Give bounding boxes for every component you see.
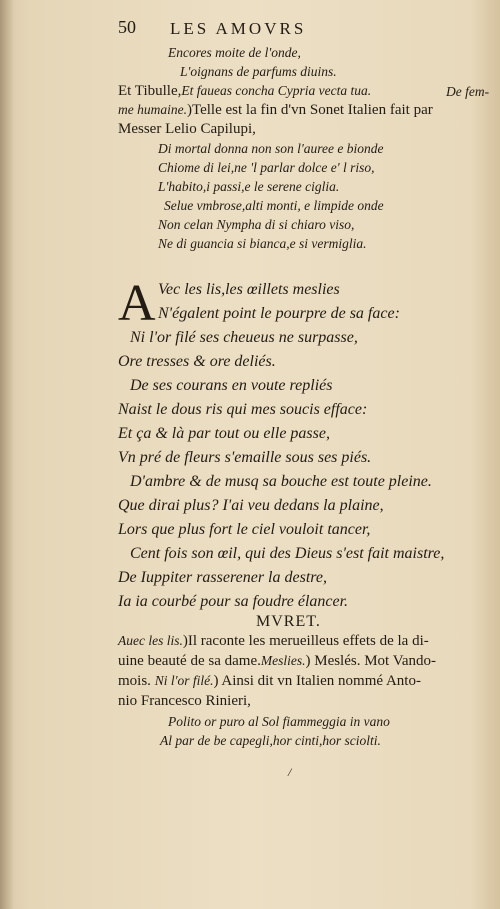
lemma-text: me humaine. [118,102,187,117]
commentary-verse-line: L'oignans de parfums diuins. [180,64,337,79]
sonnet-line: De Iuppiter rasserener la destre, [118,569,327,586]
sonnet-line: De ses courans en voute repliés [130,377,333,394]
italian-verse-line: Di mortal donna non son l'auree e bionde [158,141,384,156]
sonnet-line: Et ça & là par tout ou elle passe, [118,425,330,442]
sonnet-line: Vn pré de fleurs s'emaille sous ses piés. [118,449,372,466]
commentary-verse-line: Al par de be capegli,hor cinti,hor sciolti. [160,733,381,748]
running-title: LES AMOVRS [170,19,307,38]
lemma-text: Meslies. [260,653,306,668]
commentary-line: nio Francesco Rinieri, [118,693,251,709]
italian-verse-line: Non celan Nympha di si chiaro viso, [158,217,355,232]
prose-roman-text: Et Tibulle, [118,83,182,99]
drop-cap: A [118,275,156,332]
commentary-verse-line: Encores moite de l'onde, [168,45,301,60]
latin-quote: Et faueas concha Cypria vecta tua. [181,83,372,98]
commentary-prose-line: Messer Lelio Capilupi, [118,121,256,137]
page-spine-shadow [0,0,14,909]
prose-roman-text: )Il raconte les merueilleus effets de la di- [182,633,429,649]
italian-verse-line: L'habito,i passi,e le serene ciglia. [158,179,340,194]
prose-roman-text: ) Ainsi dit vn Italien nommé Anto- [213,673,421,689]
prose-roman-text: ) Meslés. Mot Vando- [305,653,437,669]
lemma-text: Auec les lis. [118,633,183,648]
prose-roman-text: )Telle est la fin d'vn Sonet Italien fait par [186,102,433,118]
commentary-heading: MVRET. [256,613,321,630]
sonnet-line: Ni l'or filé ses cheueus ne surpasse, [130,329,358,346]
sonnet-line: Naist le dous ris qui mes soucis efface: [118,401,368,418]
italian-verse-line: Selue vmbrose,alti monti, e limpide onde [164,198,384,213]
sonnet-line: Cent fois son œil, qui des Dieus s'est fait maistre, [130,545,445,562]
commentary-prose-line [118,103,433,118]
sonnet-line: Ore tresses & ore deliés. [118,353,276,370]
prose-roman-text: uine beauté de sa dame. [118,653,261,669]
sonnet-line: Vec les lis,les œillets meslies [158,281,340,298]
commentary-line [118,654,436,669]
sonnet-line: D'ambre & de musq sa bouche est toute pleine. [130,473,432,490]
sonnet-line: Lors que plus fort le ciel vouloit tancer, [118,521,371,538]
page-number: 50 [118,17,136,37]
commentary-prose-line [118,84,371,99]
sonnet-line: Ia ia courbé pour sa foudre élancer. [118,593,349,610]
sonnet-line: Que dirai plus? I'ai veu dedans la plaine, [118,497,384,514]
italian-verse-line: Chiome di lei,ne 'l parlar dolce e' l riso, [158,160,375,175]
commentary-line [118,674,421,689]
page-mark: / [288,765,292,779]
italian-verse-line: Ne di guancia si bianca,e si vermiglia. [158,236,367,251]
commentary-verse-line: Polito or puro al Sol fiammeggia in vano [168,714,390,729]
prose-roman-text: mois. [118,673,151,689]
commentary-prose-end: De fem- [446,84,490,99]
commentary-line [118,634,429,649]
sonnet-line: N'égalent point le pourpre de sa face: [158,305,400,322]
lemma-text: Ni l'or filé. [154,673,214,688]
